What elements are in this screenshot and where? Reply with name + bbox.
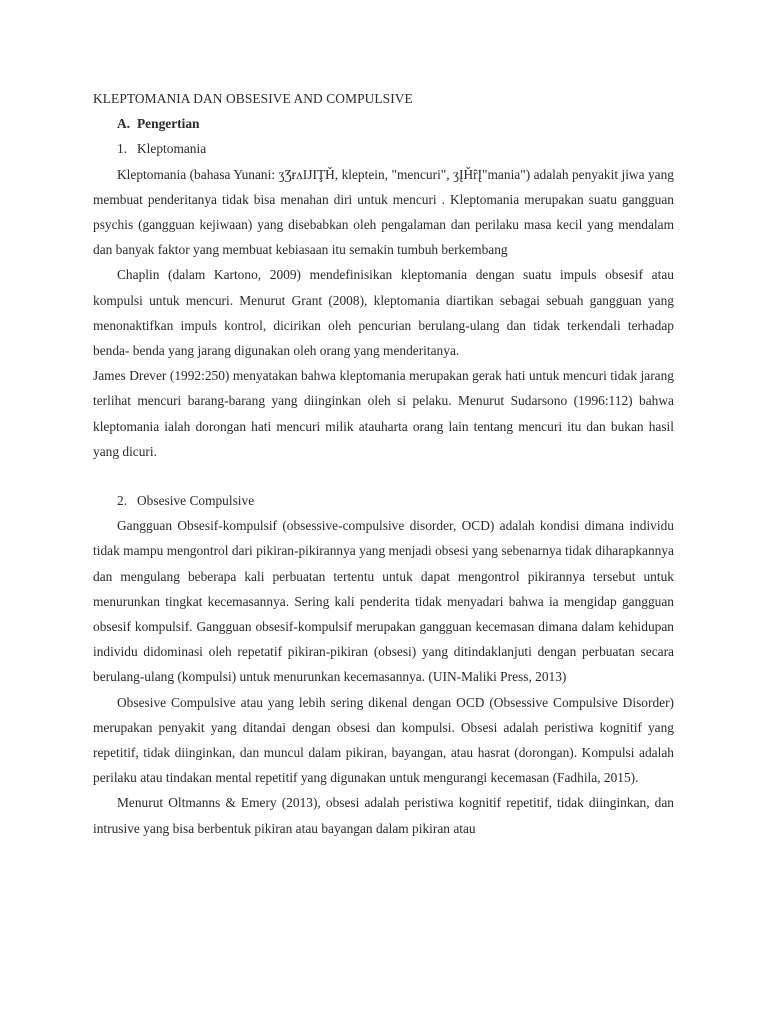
- subheading-number: 2.: [117, 493, 128, 509]
- paragraph-chaplin: Chaplin (dalam Kartono, 2009) mendefinisikan kleptomania dengan suatu impuls obsesif atau kompulsi untuk mencuri. Menurut Grant (2008), kleptomania diartikan sebagai sebuah gangguan yang menonaktifkan impuls kontrol, dicirikan oleh pencurian berulang-ulang dan tidak terkendali terhadap benda- benda yang jarang digunakan oleh orang yang menderitanya.: [93, 267, 674, 359]
- paragraph-ocd-definition: Gangguan Obsesif-kompulsif (obsessive-compulsive disorder, OCD) adalah kondisi dimana individu tidak mampu mengontrol dari pikiran-pikirannya yang menjadi obsesi yang sebenarnya tidak diharapkannya dan mengulang beberapa kali perbuatan tertentu untuk dapat mengontrol pikirannya tersebut untuk menurunkan tingkat kecemasannya. Sering kali penderita tidak menyadari bahwa ia mengidap gangguan obsesif kompulsif. Gangguan obsesif-kompulsif merupakan gangguan kecemasan dimana dalam kehidupan individu didominasi oleh repetatif pikiran-pikiran (obsesi) yang ditindaklanjuti dengan perbuatan secara berulang-ulang (kompulsi) untuk menurunkan kecemasannya. (UIN-Maliki Press, 2013): [93, 518, 674, 685]
- paragraph-ocd-description: Obsesive Compulsive atau yang lebih sering dikenal dengan OCD (Obsessive Compulsive Disorder) merupakan penyakit yang ditandai dengan obsesi dan kompulsi. Obsesi adalah peristiwa kognitif yang repetitif, tidak diinginkan, dan muncul dalam pikiran, bayangan, atau hasrat (dorongan). Kompulsi adalah perilaku atau tindakan mental repetitif yang digunakan untuk mengurangi kecemasan (Fadhila, 2015).: [93, 694, 674, 786]
- subheading-kleptomania: [93, 136, 674, 161]
- paragraph-oltmanns-emery: Menurut Oltmanns & Emery (2013), obsesi adalah peristiwa kognitif repetitif, tidak diinginkan, dan intrusive yang bisa berbentuk pikiran atau bayangan dalam pikiran atau: [93, 795, 674, 836]
- paragraph-gap: [93, 464, 674, 488]
- subheading-label: Kleptomania: [137, 141, 207, 157]
- subheading-number: 1.: [117, 141, 128, 157]
- paragraph-james-drever: James Drever (1992:250) menyatakan bahwa kleptomania merupakan gerak hati untuk mencuri tidak jarang terlihat mencuri barang-barang yang diinginkan oleh si pelaku. Menurut Sudarsono (1996:112) bahwa kleptomania ialah dorongan hati mencuri milik atauharta orang lain tentang mencuri itu dan bukan hasil yang dicuri.: [93, 368, 674, 459]
- section-label: Pengertian: [137, 116, 200, 132]
- subheading-label: Obsesive Compulsive: [137, 493, 255, 509]
- paragraph-kleptomania-definition: Kleptomania (bahasa Yunani: ʒƷɍʌIJIŢȞ, kleptein, "mencuri", ʒĮȞȓĮ"mania") adalah penyakit jiwa yang membuat penderitanya tidak bisa menahan diri untuk mencuri . Kleptomania merupakan suatu gangguan psychis (gangguan kejiwaan) yang disebabkan oleh pengalaman dan perilaku masa kecil yang mendalam dan banyak faktor yang membuat kebiasaan itu semakin tumbuh berkembang: [93, 166, 674, 258]
- subheading-obsesive-compulsive: [93, 488, 674, 513]
- section-heading-pengertian: [93, 111, 674, 136]
- document-title: KLEPTOMANIA DAN OBSESIVE AND COMPULSIVE: [93, 91, 413, 106]
- section-number: A.: [117, 116, 131, 132]
